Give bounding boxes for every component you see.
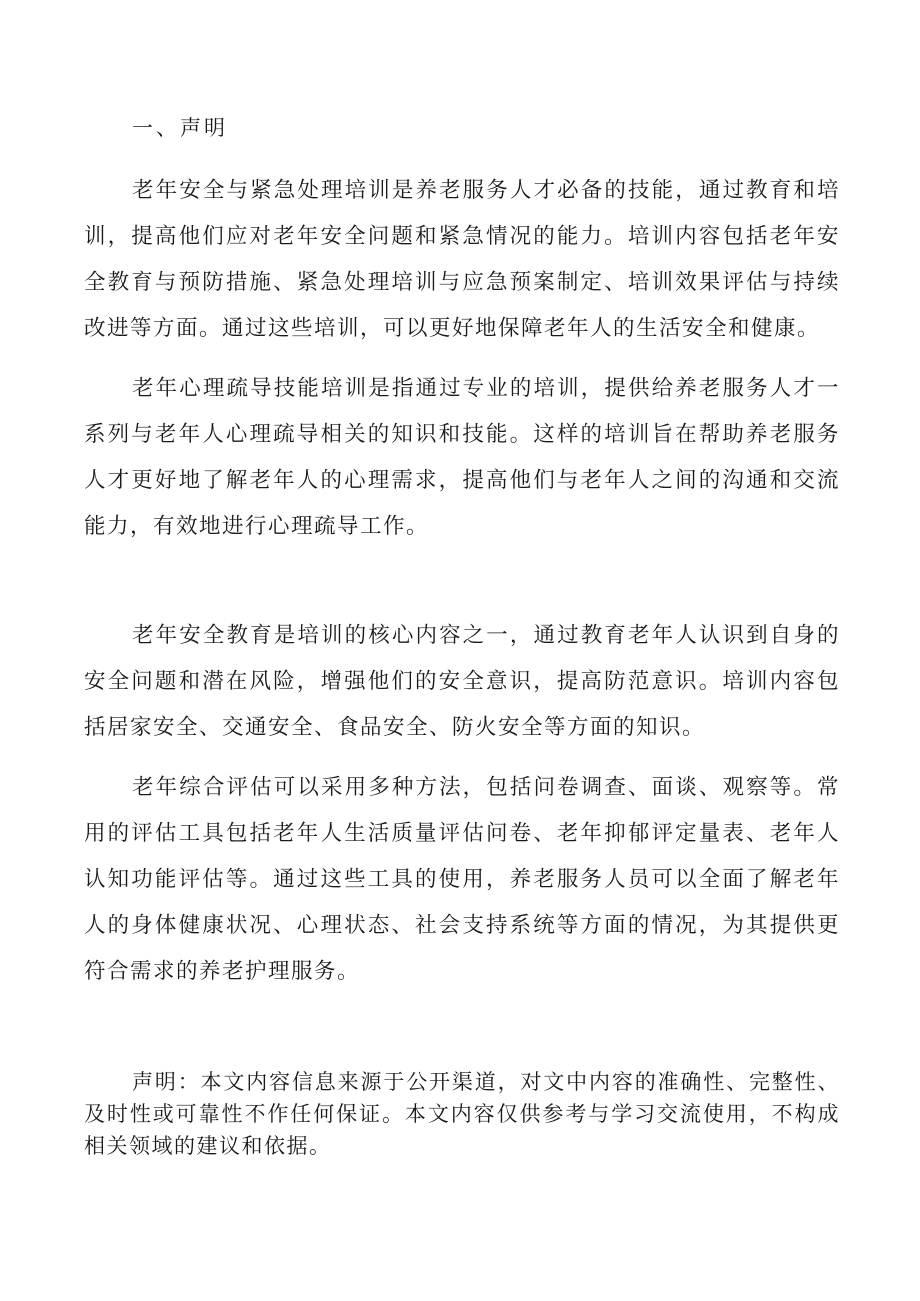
section-heading: 一、声明 xyxy=(132,116,228,140)
disclaimer-text: 声明：本文内容信息来源于公开渠道，对文中内容的准确性、完整性、及时性或可靠性不作任何保证。本文内容仅供参考与学习交流使用，不构成相关领域的建议和依据。 xyxy=(84,1070,840,1158)
paragraph-comprehensive-assessment: 老年综合评估可以采用多种方法，包括问卷调查、面谈、观察等。常用的评估工具包括老年人生活质量评估问卷、老年抑郁评定量表、老年人认知功能评估等。通过这些工具的使用，养老服务人员可以全面了解老年人的身体健康状况、心理状态、社会支持系统等方面的情况，为其提供更符合需求的养老护理服务。 xyxy=(84,775,840,984)
paragraph-safety-education: 老年安全教育是培训的核心内容之一，通过教育老年人认识到自身的安全问题和潜在风险，增强他们的安全意识，提高防范意识。培训内容包括居家安全、交通安全、食品安全、防火安全等方面的知识。 xyxy=(84,623,840,740)
paragraph-safety-training: 老年安全与紧急处理培训是养老服务人才必备的技能，通过教育和培训，提高他们应对老年安全问题和紧急情况的能力。培训内容包括老年安全教育与预防措施、紧急处理培训与应急预案制定、培训效果评估与持续改进等方面。通过这些培训，可以更好地保障老年人的生活安全和健康。 xyxy=(84,178,840,341)
paragraph-psychological-counseling: 老年心理疏导技能培训是指通过专业的培训，提供给养老服务人才一系列与老年人心理疏导相关的知识和技能。这样的培训旨在帮助养老服务人才更好地了解老年人的心理需求，提高他们与老年人之间的沟通和交流能力，有效地进行心理疏导工作。 xyxy=(84,376,840,539)
